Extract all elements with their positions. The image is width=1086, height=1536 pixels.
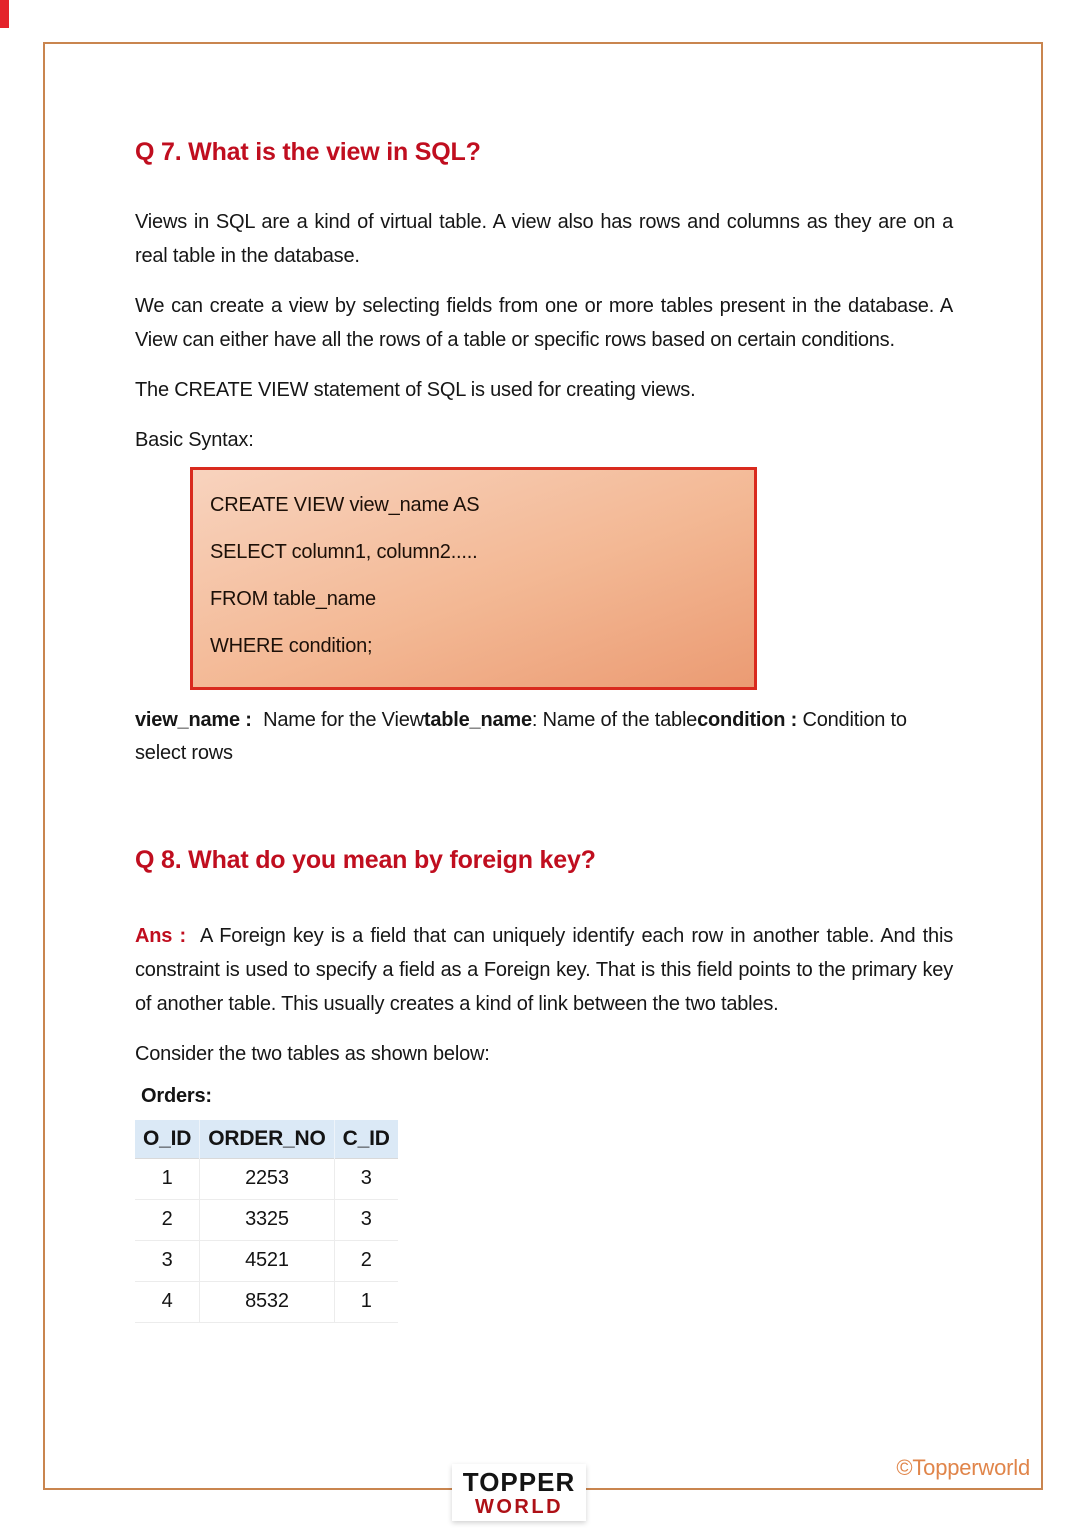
table-row bbox=[135, 1281, 398, 1322]
orders-header-row bbox=[135, 1120, 398, 1158]
page-content bbox=[45, 44, 1041, 1323]
logo-text-topper: TOPPER bbox=[462, 1466, 576, 1497]
cell-order-no: 4521 bbox=[200, 1240, 334, 1281]
copyright-text: ©Topperworld bbox=[896, 1455, 1030, 1480]
orders-header-c-id: C_ID bbox=[334, 1120, 398, 1158]
table-name-term: table_name bbox=[423, 709, 532, 731]
syntax-terms-definition bbox=[135, 704, 953, 770]
condition-desc: Condition to select rows bbox=[135, 709, 907, 764]
cell-o-id: 3 bbox=[135, 1240, 200, 1281]
cell-o-id: 1 bbox=[135, 1158, 200, 1199]
q8-answer-paragraph bbox=[135, 919, 953, 1021]
table-row bbox=[135, 1158, 398, 1199]
q7-paragraph-3: The CREATE VIEW statement of SQL is used for creating views. bbox=[135, 379, 696, 401]
code-line-from: FROM table_name bbox=[210, 588, 376, 610]
cell-order-no: 2253 bbox=[200, 1158, 334, 1199]
orders-table bbox=[135, 1120, 398, 1323]
cell-order-no: 8532 bbox=[200, 1281, 334, 1322]
question-7-heading: Q 7. What is the view in SQL? bbox=[135, 138, 481, 166]
q7-paragraph-1: Views in SQL are a kind of virtual table. A view also has rows and columns as they are on a real table in the database. bbox=[135, 211, 953, 267]
consider-tables-text: Consider the two tables as shown below: bbox=[135, 1043, 490, 1065]
cell-order-no: 3325 bbox=[200, 1199, 334, 1240]
answer-text: A Foreign key is a field that can uniquely identify each row in another table. And this constraint is used to specify a field as a Foreign key. That is this field points to the primary key of another table. This usually creates a kind of link between the two tables. bbox=[135, 925, 953, 1015]
table-row bbox=[135, 1199, 398, 1240]
cell-o-id: 4 bbox=[135, 1281, 200, 1322]
answer-label: Ans : bbox=[135, 925, 186, 947]
orders-table-label: Orders: bbox=[141, 1085, 212, 1107]
view-name-term: view_name : bbox=[135, 709, 252, 731]
code-line-where: WHERE condition; bbox=[210, 635, 373, 657]
table-name-desc: : Name of the table bbox=[531, 709, 698, 731]
cell-o-id: 2 bbox=[135, 1199, 200, 1240]
sql-syntax-code-box bbox=[190, 467, 757, 690]
logo-text-world: WORLD bbox=[474, 1495, 564, 1518]
page-corner-mark bbox=[0, 0, 9, 28]
topperworld-logo bbox=[452, 1464, 586, 1521]
condition-term: condition : bbox=[697, 709, 798, 731]
view-name-desc: Name for the View bbox=[257, 709, 424, 731]
page-border-frame bbox=[43, 42, 1043, 1490]
cell-c-id: 2 bbox=[334, 1240, 398, 1281]
cell-c-id: 1 bbox=[334, 1281, 398, 1322]
q7-paragraph-2: We can create a view by selecting fields from one or more tables present in the database. A View can either have all the rows of a table or specific rows based on certain conditions. bbox=[135, 295, 953, 351]
cell-c-id: 3 bbox=[334, 1158, 398, 1199]
question-8-heading: Q 8. What do you mean by foreign key? bbox=[135, 846, 596, 874]
table-row bbox=[135, 1240, 398, 1281]
cell-c-id: 3 bbox=[334, 1199, 398, 1240]
code-line-select: SELECT column1, column2..... bbox=[210, 541, 478, 563]
code-line-create-view: CREATE VIEW view_name AS bbox=[210, 494, 480, 516]
basic-syntax-label: Basic Syntax: bbox=[135, 429, 254, 451]
orders-header-order-no: ORDER_NO bbox=[200, 1120, 334, 1158]
orders-header-o-id: O_ID bbox=[135, 1120, 200, 1158]
